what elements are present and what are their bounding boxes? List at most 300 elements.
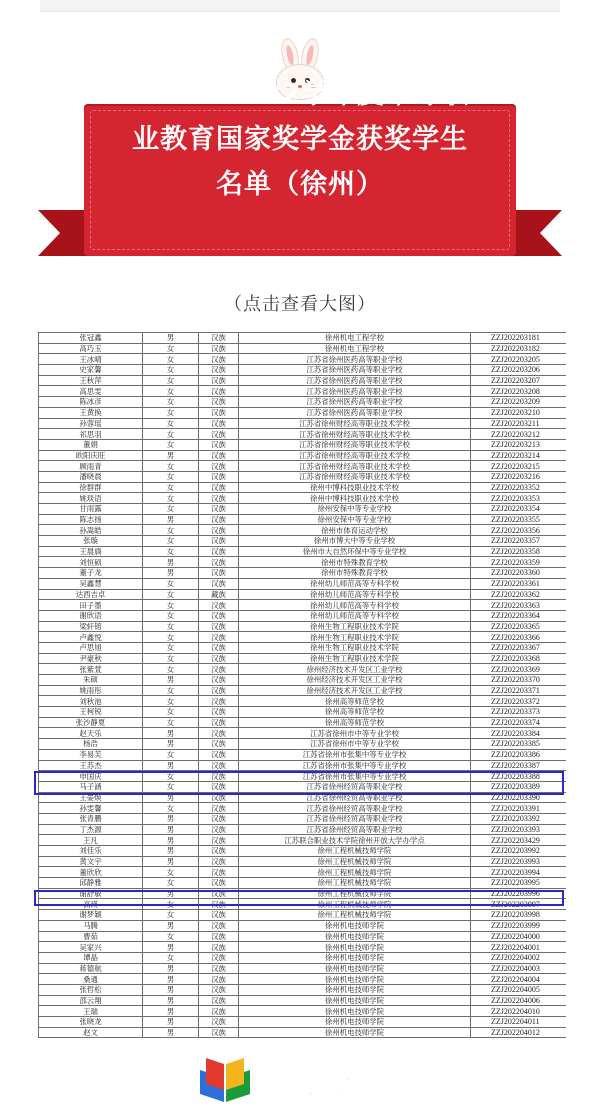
gender-cell: 女 <box>143 504 199 515</box>
name-cell: 张青鹏 <box>39 813 143 824</box>
school-cell: 徐州幼儿师范高等专科学校 <box>239 600 471 611</box>
gender-cell: 女 <box>143 365 199 376</box>
table-row <box>39 397 567 408</box>
winners-table <box>38 332 566 1038</box>
ethnicity-cell: 汉族 <box>199 899 239 910</box>
ethnicity-cell: 汉族 <box>199 910 239 921</box>
gender-cell: 女 <box>143 471 199 482</box>
gender-cell: 男 <box>143 942 199 953</box>
name-cell: 甘雨露 <box>39 504 143 515</box>
school-cell: 徐州市特殊教育学校 <box>239 557 471 568</box>
id-cell: ZZJ202204012 <box>471 1027 567 1038</box>
table-row <box>39 439 567 450</box>
school-cell: 徐州市大自然环保中等专业学校 <box>239 546 471 557</box>
ethnicity-cell: 汉族 <box>199 482 239 493</box>
gender-cell: 女 <box>143 589 199 600</box>
table-row <box>39 525 567 536</box>
ethnicity-cell: 汉族 <box>199 610 239 621</box>
id-cell: ZZJ202203362 <box>471 589 567 600</box>
school-cell: 徐州工程机械技师学院 <box>239 867 471 878</box>
ethnicity-cell: 汉族 <box>199 653 239 664</box>
ethnicity-cell: 汉族 <box>199 888 239 899</box>
table-row <box>39 696 567 707</box>
name-cell: 欧阳庆旺 <box>39 450 143 461</box>
ethnicity-cell: 汉族 <box>199 343 239 354</box>
ethnicity-cell: 汉族 <box>199 514 239 525</box>
id-cell: ZZJ202203370 <box>471 675 567 686</box>
name-cell: 赵天乐 <box>39 728 143 739</box>
name-cell: 赵文 <box>39 1027 143 1038</box>
name-cell: 梁轩镕 <box>39 621 143 632</box>
table-row <box>39 418 567 429</box>
gender-cell: 女 <box>143 952 199 963</box>
ethnicity-cell: 汉族 <box>199 439 239 450</box>
id-cell: ZZJ202203429 <box>471 835 567 846</box>
school-cell: 江苏省徐州财经高等职业技术学校 <box>239 429 471 440</box>
name-cell: 马子涵 <box>39 781 143 792</box>
gender-cell: 男 <box>143 333 199 344</box>
table-row <box>39 878 567 889</box>
ethnicity-cell: 汉族 <box>199 429 239 440</box>
gender-cell: 男 <box>143 760 199 771</box>
school-cell: 徐州幼儿师范高等专科学校 <box>239 589 471 600</box>
gender-cell: 男 <box>143 813 199 824</box>
id-cell: ZZJ202203998 <box>471 910 567 921</box>
school-cell: 江苏省徐州经贸高等职业学校 <box>239 803 471 814</box>
name-cell: 朱硕 <box>39 675 143 686</box>
id-cell: ZZJ202204003 <box>471 963 567 974</box>
ethnicity-cell: 汉族 <box>199 835 239 846</box>
table-row <box>39 899 567 910</box>
id-cell: ZZJ202203371 <box>471 685 567 696</box>
table-row <box>39 642 567 653</box>
name-cell: 申国庆 <box>39 771 143 782</box>
name-cell: 王凡 <box>39 835 143 846</box>
id-cell: ZZJ202203369 <box>471 664 567 675</box>
table-row <box>39 728 567 739</box>
name-cell: 董欣欣 <box>39 867 143 878</box>
ethnicity-cell: 汉族 <box>199 803 239 814</box>
id-cell: ZZJ202203372 <box>471 696 567 707</box>
gender-cell: 男 <box>143 514 199 525</box>
table-row <box>39 354 567 365</box>
name-cell: 孙嵩皓 <box>39 525 143 536</box>
ethnicity-cell: 汉族 <box>199 685 239 696</box>
school-cell: 徐州高等师范学校 <box>239 707 471 718</box>
ethnicity-cell: 汉族 <box>199 568 239 579</box>
school-cell: 徐州生物工程职业技术学院 <box>239 621 471 632</box>
gender-cell: 女 <box>143 386 199 397</box>
school-cell: 徐州生物工程职业技术学院 <box>239 632 471 643</box>
table-row <box>39 685 567 696</box>
table-row <box>39 664 567 675</box>
id-cell: ZZJ202203182 <box>471 343 567 354</box>
school-cell: 江苏省徐州财经高等职业技术学校 <box>239 439 471 450</box>
gender-cell: 女 <box>143 803 199 814</box>
title-line-2: 业教育国家奖学金获奖学生 <box>132 124 468 155</box>
ethnicity-cell: 汉族 <box>199 878 239 889</box>
ethnicity-cell: 汉族 <box>199 642 239 653</box>
ethnicity-cell: 汉族 <box>199 525 239 536</box>
name-cell: 史家馨 <box>39 365 143 376</box>
table-row <box>39 471 567 482</box>
name-cell: 陈冰彦 <box>39 397 143 408</box>
school-cell: 江苏省徐州财经高等职业技术学校 <box>239 471 471 482</box>
gender-cell: 女 <box>143 621 199 632</box>
table-row <box>39 621 567 632</box>
school-cell: 徐州高等师范学校 <box>239 717 471 728</box>
school-cell: 徐州机电技师学院 <box>239 1017 471 1028</box>
ethnicity-cell: 汉族 <box>199 963 239 974</box>
previous-image-edge <box>40 0 560 12</box>
school-cell: 徐州机电技师学院 <box>239 952 471 963</box>
name-cell: 吴家兴 <box>39 942 143 953</box>
name-cell: 王苏杰 <box>39 760 143 771</box>
gender-cell: 女 <box>143 771 199 782</box>
school-cell: 徐州工程机械技师学院 <box>239 888 471 899</box>
table-row <box>39 333 567 344</box>
school-cell: 江苏省徐州医药高等职业学校 <box>239 354 471 365</box>
school-cell: 徐州安保中等专业学校 <box>239 514 471 525</box>
school-cell: 徐州机电技师学院 <box>239 974 471 985</box>
id-cell: ZZJ202204000 <box>471 931 567 942</box>
school-cell: 徐州幼儿师范高等专科学校 <box>239 578 471 589</box>
gender-cell: 女 <box>143 664 199 675</box>
ethnicity-cell: 汉族 <box>199 781 239 792</box>
name-cell: 刘佳乐 <box>39 846 143 857</box>
id-cell: ZZJ202204006 <box>471 995 567 1006</box>
gender-cell: 女 <box>143 354 199 365</box>
id-cell: ZZJ202204004 <box>471 974 567 985</box>
gender-cell: 女 <box>143 375 199 386</box>
table-row <box>39 504 567 515</box>
gender-cell: 女 <box>143 536 199 547</box>
table-row <box>39 536 567 547</box>
school-cell: 徐州工程机械技师学院 <box>239 856 471 867</box>
ethnicity-cell: 汉族 <box>199 739 239 750</box>
gender-cell: 女 <box>143 429 199 440</box>
id-cell: ZZJ202203363 <box>471 600 567 611</box>
ethnicity-cell: 汉族 <box>199 418 239 429</box>
gender-cell: 女 <box>143 407 199 418</box>
ethnicity-cell: 汉族 <box>199 856 239 867</box>
id-cell: ZZJ202203365 <box>471 621 567 632</box>
school-cell: 江苏省徐州市张集中等专业学校 <box>239 771 471 782</box>
school-cell: 徐州生物工程职业技术学院 <box>239 653 471 664</box>
page-title <box>100 72 500 207</box>
name-cell: 潘晓晨 <box>39 471 143 482</box>
table-row <box>39 1017 567 1028</box>
gender-cell: 女 <box>143 867 199 878</box>
gender-cell: 女 <box>143 525 199 536</box>
name-cell: 张沙静夏 <box>39 717 143 728</box>
id-cell: ZZJ202203354 <box>471 504 567 515</box>
id-cell: ZZJ202203212 <box>471 429 567 440</box>
school-cell: 江苏省徐州市张集中等专业学校 <box>239 749 471 760</box>
table-row <box>39 450 567 461</box>
ethnicity-cell: 汉族 <box>199 504 239 515</box>
school-cell: 江苏省徐州医药高等职业学校 <box>239 375 471 386</box>
winners-table-body <box>39 333 567 1038</box>
name-cell: 张晓龙 <box>39 1017 143 1028</box>
school-cell: 江苏省徐州经贸高等职业学校 <box>239 781 471 792</box>
school-cell: 徐州机电技师学院 <box>239 942 471 953</box>
table-row <box>39 846 567 857</box>
name-cell: 高瑛 <box>39 899 143 910</box>
gender-cell: 女 <box>143 439 199 450</box>
id-cell: ZZJ202203364 <box>471 610 567 621</box>
scholarship-list-image[interactable] <box>38 332 566 1112</box>
name-cell: 卢鑫悦 <box>39 632 143 643</box>
ethnicity-cell: 汉族 <box>199 333 239 344</box>
id-cell: ZZJ202204011 <box>471 1017 567 1028</box>
name-cell: 达西吉卓 <box>39 589 143 600</box>
table-row <box>39 1027 567 1038</box>
name-cell: 陈志扬 <box>39 514 143 525</box>
school-cell: 徐州机电技师学院 <box>239 931 471 942</box>
gender-cell: 女 <box>143 931 199 942</box>
table-row <box>39 974 567 985</box>
table-row <box>39 995 567 1006</box>
id-cell: ZZJ202203392 <box>471 813 567 824</box>
ethnicity-cell: 汉族 <box>199 974 239 985</box>
name-cell: 杨浩 <box>39 739 143 750</box>
table-row <box>39 835 567 846</box>
gender-cell: 男 <box>143 920 199 931</box>
id-cell: ZZJ202203390 <box>471 792 567 803</box>
ethnicity-cell: 藏族 <box>199 589 239 600</box>
table-row <box>39 824 567 835</box>
ethnicity-cell: 汉族 <box>199 1017 239 1028</box>
id-cell: ZZJ202203997 <box>471 899 567 910</box>
ethnicity-cell: 汉族 <box>199 578 239 589</box>
ethnicity-cell: 汉族 <box>199 536 239 547</box>
ethnicity-cell: 汉族 <box>199 1027 239 1038</box>
gender-cell: 女 <box>143 910 199 921</box>
gender-cell: 女 <box>143 343 199 354</box>
id-cell: ZZJ202203996 <box>471 888 567 899</box>
id-cell: ZZJ202203213 <box>471 439 567 450</box>
ethnicity-cell: 汉族 <box>199 931 239 942</box>
name-cell: 尹豪秋 <box>39 653 143 664</box>
id-cell: ZZJ202203216 <box>471 471 567 482</box>
id-cell: ZZJ202204001 <box>471 942 567 953</box>
table-row <box>39 578 567 589</box>
table-row <box>39 546 567 557</box>
table-row <box>39 920 567 931</box>
ethnicity-cell: 汉族 <box>199 846 239 857</box>
site-watermark <box>196 1050 426 1110</box>
gender-cell: 男 <box>143 888 199 899</box>
name-cell: 刘秋池 <box>39 696 143 707</box>
id-cell: ZZJ202204002 <box>471 952 567 963</box>
ethnicity-cell: 汉族 <box>199 824 239 835</box>
school-cell: 徐州中博科技职业技术学校 <box>239 493 471 504</box>
gender-cell: 女 <box>143 707 199 718</box>
id-cell: ZZJ202203366 <box>471 632 567 643</box>
school-cell: 徐州经济技术开发区工业学校 <box>239 664 471 675</box>
ethnicity-cell: 汉族 <box>199 792 239 803</box>
school-cell: 徐州安保中等专业学校 <box>239 504 471 515</box>
name-cell: 祁思羽 <box>39 429 143 440</box>
gender-cell: 男 <box>143 450 199 461</box>
id-cell: ZZJ202203388 <box>471 771 567 782</box>
id-cell: ZZJ202203374 <box>471 717 567 728</box>
ethnicity-cell: 汉族 <box>199 546 239 557</box>
gender-cell: 女 <box>143 418 199 429</box>
name-cell: 孙雯馨 <box>39 803 143 814</box>
table-row <box>39 632 567 643</box>
ethnicity-cell: 汉族 <box>199 397 239 408</box>
gender-cell: 女 <box>143 717 199 728</box>
id-cell: ZZJ202203358 <box>471 546 567 557</box>
table-row <box>39 856 567 867</box>
id-cell: ZZJ202203386 <box>471 749 567 760</box>
table-row <box>39 749 567 760</box>
table-row <box>39 407 567 418</box>
gender-cell: 男 <box>143 995 199 1006</box>
ethnicity-cell: 汉族 <box>199 621 239 632</box>
school-cell: 徐州机电技师学院 <box>239 963 471 974</box>
id-cell: ZZJ202203356 <box>471 525 567 536</box>
name-cell: 王柯锐 <box>39 707 143 718</box>
table-row <box>39 813 567 824</box>
gender-cell: 男 <box>143 846 199 857</box>
id-cell: ZZJ202203999 <box>471 920 567 931</box>
id-cell: ZZJ202203181 <box>471 333 567 344</box>
gender-cell: 男 <box>143 792 199 803</box>
table-row <box>39 557 567 568</box>
school-cell: 徐州机电工程学校 <box>239 343 471 354</box>
school-cell: 徐州机电技师学院 <box>239 920 471 931</box>
ethnicity-cell: 汉族 <box>199 493 239 504</box>
ethnicity-cell: 汉族 <box>199 407 239 418</box>
id-cell: ZZJ202203211 <box>471 418 567 429</box>
gender-cell: 女 <box>143 600 199 611</box>
id-cell: ZZJ202203205 <box>471 354 567 365</box>
name-cell: 王晨旖 <box>39 546 143 557</box>
school-cell: 江苏省徐州医药高等职业学校 <box>239 407 471 418</box>
table-row <box>39 931 567 942</box>
name-cell: 卢思旭 <box>39 642 143 653</box>
table-row <box>39 653 567 664</box>
school-cell: 江苏联合职业技术学院徐州开放大学办学点 <box>239 835 471 846</box>
name-cell: 高思雯 <box>39 386 143 397</box>
id-cell: ZZJ202203210 <box>471 407 567 418</box>
table-row <box>39 675 567 686</box>
table-row <box>39 910 567 921</box>
name-cell: 谢舒敏 <box>39 888 143 899</box>
school-cell: 江苏省徐州财经高等职业技术学校 <box>239 450 471 461</box>
name-cell: 马腾 <box>39 920 143 931</box>
name-cell: 邵云翔 <box>39 995 143 1006</box>
gender-cell: 男 <box>143 974 199 985</box>
gender-cell: 男 <box>143 728 199 739</box>
name-cell: 李易芙 <box>39 749 143 760</box>
ethnicity-cell: 汉族 <box>199 471 239 482</box>
gender-cell: 女 <box>143 397 199 408</box>
school-cell: 江苏省徐州医药高等职业学校 <box>239 365 471 376</box>
gender-cell: 女 <box>143 482 199 493</box>
id-cell: ZZJ202204005 <box>471 984 567 995</box>
school-cell: 徐州工程机械技师学院 <box>239 899 471 910</box>
name-cell: 谢欣语 <box>39 610 143 621</box>
ethnicity-cell: 汉族 <box>199 867 239 878</box>
table-row <box>39 867 567 878</box>
school-cell: 徐州机电工程学校 <box>239 333 471 344</box>
view-large-image-caption[interactable]: （点击查看大图） <box>224 294 376 315</box>
table-row <box>39 942 567 953</box>
table-row <box>39 963 567 974</box>
id-cell: ZZJ202203373 <box>471 707 567 718</box>
name-cell: 徐群群 <box>39 482 143 493</box>
id-cell: ZZJ202203387 <box>471 760 567 771</box>
name-cell: 张璇 <box>39 536 143 547</box>
gender-cell: 女 <box>143 461 199 472</box>
gender-cell: 女 <box>143 749 199 760</box>
gender-cell: 男 <box>143 739 199 750</box>
gender-cell: 女 <box>143 493 199 504</box>
table-row <box>39 610 567 621</box>
ethnicity-cell: 汉族 <box>199 375 239 386</box>
title-line-3: 名单（徐州） <box>216 169 384 200</box>
title-line-1: 2021-2022学年度中等职 <box>130 79 470 110</box>
ethnicity-cell: 汉族 <box>199 632 239 643</box>
table-row <box>39 386 567 397</box>
table-row <box>39 781 567 792</box>
gender-cell: 女 <box>143 546 199 557</box>
school-cell: 江苏省徐州财经高等职业技术学校 <box>239 418 471 429</box>
table-row <box>39 600 567 611</box>
name-cell: 王冰晴 <box>39 354 143 365</box>
school-cell: 江苏省徐州医药高等职业学校 <box>239 397 471 408</box>
school-cell: 徐州工程机械技师学院 <box>239 910 471 921</box>
name-cell: 高巧玉 <box>39 343 143 354</box>
gender-cell: 男 <box>143 1027 199 1038</box>
name-cell: 张冠鑫 <box>39 333 143 344</box>
id-cell: ZZJ202203992 <box>471 846 567 857</box>
school-cell: 江苏省徐州经贸高等职业学校 <box>239 824 471 835</box>
ethnicity-cell: 汉族 <box>199 664 239 675</box>
ethnicity-cell: 汉族 <box>199 600 239 611</box>
ethnicity-cell: 汉族 <box>199 717 239 728</box>
id-cell: ZZJ202203209 <box>471 397 567 408</box>
ethnicity-cell: 汉族 <box>199 995 239 1006</box>
table-row <box>39 514 567 525</box>
ethnicity-cell: 汉族 <box>199 749 239 760</box>
school-cell: 江苏省徐州经贸高等职业学校 <box>239 792 471 803</box>
table-row <box>39 375 567 386</box>
id-cell: ZZJ202204010 <box>471 1006 567 1017</box>
ethnicity-cell: 汉族 <box>199 386 239 397</box>
name-cell: 顾雨青 <box>39 461 143 472</box>
school-cell: 徐州经济技术开发区工业学校 <box>239 675 471 686</box>
gender-cell: 女 <box>143 878 199 889</box>
name-cell: 张哲松 <box>39 984 143 995</box>
id-cell: ZZJ202203214 <box>471 450 567 461</box>
id-cell: ZZJ202203994 <box>471 867 567 878</box>
ethnicity-cell: 汉族 <box>199 760 239 771</box>
name-cell: 田子墨 <box>39 600 143 611</box>
school-cell: 徐州机电技师学院 <box>239 1027 471 1038</box>
name-cell: 丁杰源 <box>39 824 143 835</box>
id-cell: ZZJ202203357 <box>471 536 567 547</box>
name-cell: 谢梦颖 <box>39 910 143 921</box>
table-row <box>39 568 567 579</box>
table-row <box>39 429 567 440</box>
table-row <box>39 461 567 472</box>
table-row <box>39 1006 567 1017</box>
